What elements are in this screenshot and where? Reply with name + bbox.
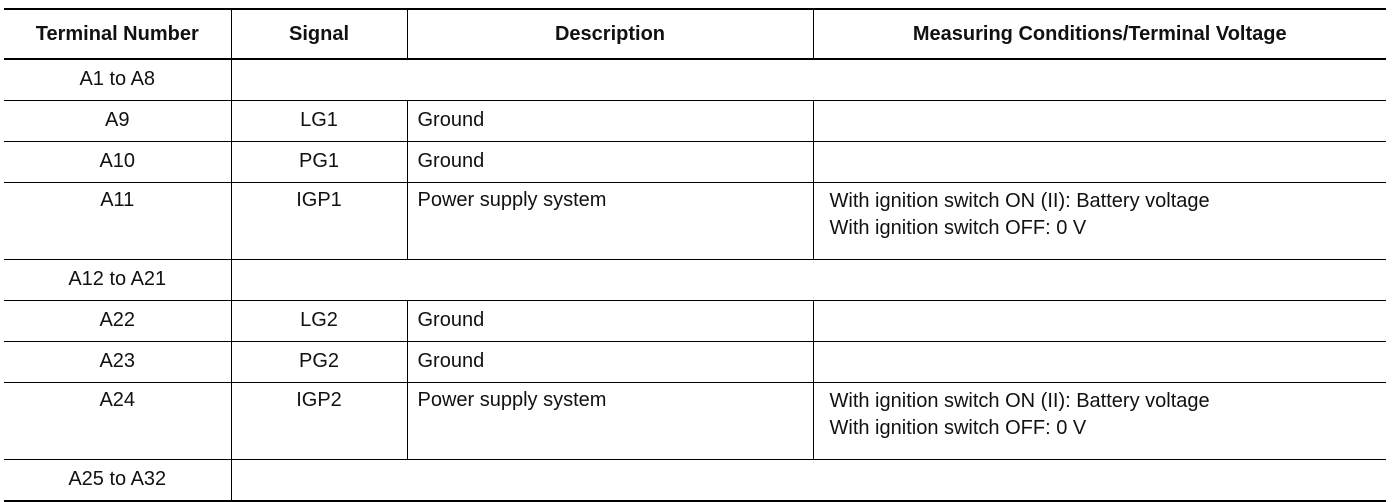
signal-cell: IGP2: [231, 383, 407, 460]
table-row: [4, 59, 1386, 101]
signal-cell: LG2: [231, 301, 407, 342]
terminal-cell: A12 to A21: [4, 260, 231, 301]
condition-on: With ignition switch ON (II): Battery voltage: [829, 190, 1210, 212]
description-cell: Power supply system: [407, 383, 813, 460]
terminal-table: [4, 8, 1386, 502]
table-row: [4, 260, 1386, 301]
condition-off: With ignition switch OFF: 0 V: [829, 417, 1087, 439]
terminal-cell: A11: [4, 183, 231, 260]
table-row: [4, 301, 1386, 342]
terminal-table-container: [4, 8, 1386, 502]
table-row: [4, 183, 1386, 260]
table-row: [4, 383, 1386, 460]
header-measuring-conditions: Measuring Conditions/Terminal Voltage: [813, 9, 1386, 59]
description-cell: Ground: [407, 101, 813, 142]
header-signal: Signal: [231, 9, 407, 59]
table-header-row: [4, 9, 1386, 59]
terminal-cell: A1 to A8: [4, 59, 231, 101]
terminal-cell: A25 to A32: [4, 460, 231, 502]
table-row: [4, 460, 1386, 502]
terminal-cell: A22: [4, 301, 231, 342]
header-description: Description: [407, 9, 813, 59]
empty-span-cell: [231, 59, 1386, 101]
conditions-cell: [813, 301, 1386, 342]
condition-on: With ignition switch ON (II): Battery voltage: [829, 390, 1210, 412]
signal-cell: PG1: [231, 142, 407, 183]
empty-span-cell: [231, 460, 1386, 502]
terminal-cell: A24: [4, 383, 231, 460]
description-cell: Ground: [407, 301, 813, 342]
table-row: [4, 142, 1386, 183]
description-cell: Power supply system: [407, 183, 813, 260]
conditions-cell: [813, 342, 1386, 383]
terminal-cell: A9: [4, 101, 231, 142]
conditions-cell: [813, 383, 1386, 460]
description-cell: Ground: [407, 342, 813, 383]
header-terminal-number: Terminal Number: [4, 9, 231, 59]
empty-span-cell: [231, 260, 1386, 301]
table-row: [4, 342, 1386, 383]
signal-cell: PG2: [231, 342, 407, 383]
table-row: [4, 101, 1386, 142]
description-cell: Ground: [407, 142, 813, 183]
conditions-cell: [813, 142, 1386, 183]
conditions-cell: [813, 101, 1386, 142]
terminal-cell: A23: [4, 342, 231, 383]
condition-off: With ignition switch OFF: 0 V: [829, 217, 1087, 239]
terminal-cell: A10: [4, 142, 231, 183]
signal-cell: LG1: [231, 101, 407, 142]
signal-cell: IGP1: [231, 183, 407, 260]
conditions-cell: [813, 183, 1386, 260]
